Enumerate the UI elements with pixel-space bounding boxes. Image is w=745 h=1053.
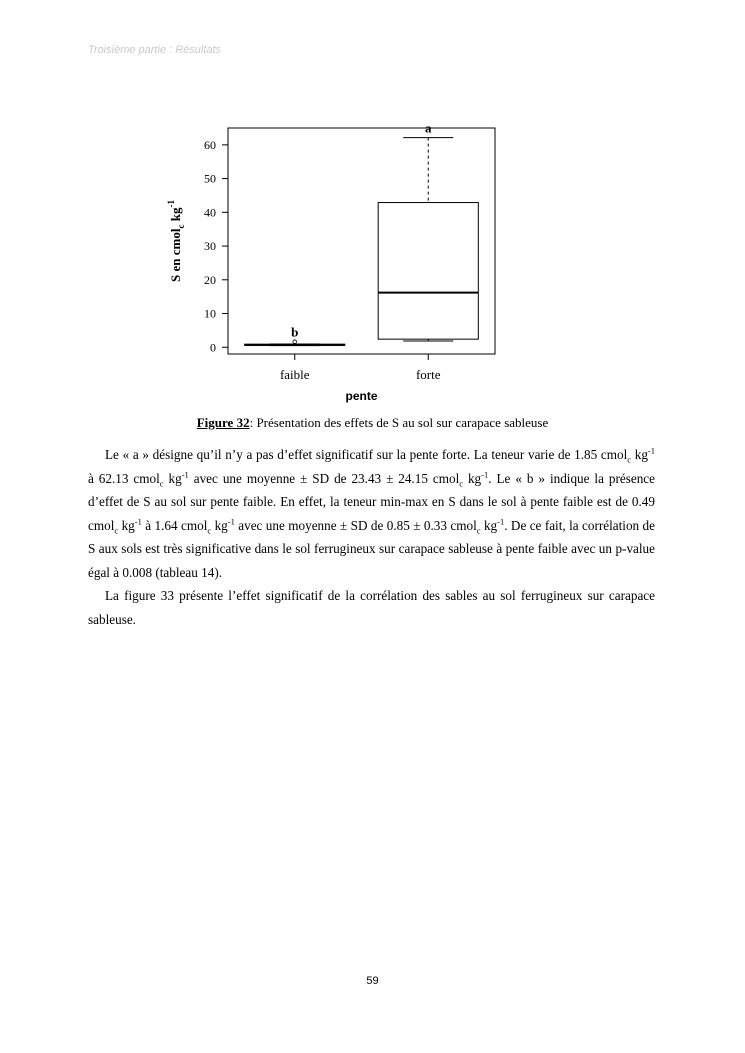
figure-label: Figure 32 <box>196 415 250 430</box>
outlier-point <box>293 340 297 344</box>
x-axis-label: pente <box>345 389 378 403</box>
body-text <box>88 443 655 631</box>
x-tick-label: faible <box>279 367 310 382</box>
paragraph-2: La figure 33 présente l’effet significatif de la corrélation des sables au sol ferrugineux sur carapace sableuse. <box>88 588 655 627</box>
boxplot-chart <box>150 118 510 413</box>
y-tick-label: 60 <box>204 137 216 152</box>
running-header: Troisième partie : Résultats <box>88 44 222 56</box>
y-axis-label: S en cmol$_c$ $kg^{-1}$ <box>166 200 186 282</box>
y-tick-label: 10 <box>204 306 216 321</box>
y-tick-label: 50 <box>204 171 216 186</box>
x-tick-label: forte <box>415 367 441 382</box>
figure-caption-text: : Présentation des effets de S au sol sur carapace sableuse <box>249 415 549 430</box>
y-tick-label: 40 <box>204 205 216 220</box>
y-tick-label: 0 <box>210 340 216 355</box>
significance-letter: b <box>291 324 299 340</box>
significance-letter: a <box>425 120 432 136</box>
box <box>378 203 478 340</box>
page-number: 59 <box>366 975 379 987</box>
paragraph-1: Le « a » désigne qu’il n’y a pas d’effet significatif sur la pente forte. La teneur varie de 1.85 cmol$_c$ $kg^{-1}$ à 62.13 cmol$_c$ $kg^{-1}$ avec une moyenne ± SD de 23.43 ± 24.15 cmol$_c$ $kg^{-1}$. Le « b » indique la présence d’effet de S au sol sur pente faible. En effet, la teneur min-max en S dans le sol à pente faible est de 0.49 cmol$_c$ $kg^{-1}$ à 1.64 cmol$_c$ $kg^{-1}$ avec une moyenne ± SD de 0.85 ± 0.33 cmol$_c$ $kg^{-1}$. De ce fait, la corrélation de S aux sols est très significative dans le sol ferrugineux sur carapace sableuse à pente faible avec un p-value égal à 0.008 (tableau 14). <box>88 445 656 580</box>
y-tick-label: 20 <box>204 272 216 287</box>
y-tick-label: 30 <box>204 239 216 254</box>
figure-caption <box>0 415 745 431</box>
